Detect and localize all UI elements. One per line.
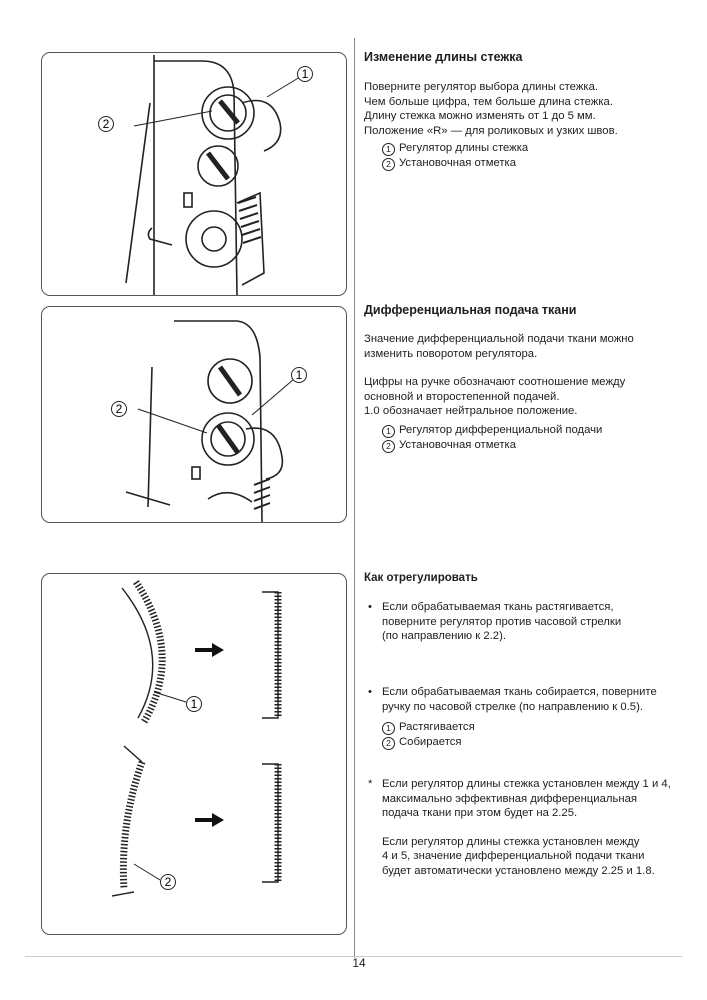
legend-text: Собирается xyxy=(399,736,462,748)
legend-text: Установочная отметка xyxy=(399,439,517,451)
legend-text: Установочная отметка xyxy=(399,157,517,169)
adjust-note xyxy=(368,777,671,878)
legend-item xyxy=(382,735,475,750)
legend-item xyxy=(382,141,528,156)
stitch-length-line: Положение «R» — для роликовых и узких швов. xyxy=(364,124,618,137)
note-line: подача ткани при этом будет на 2.25. xyxy=(382,807,578,819)
legend-text: Регулятор длины стежка xyxy=(399,142,529,154)
adjust-bullet-gather xyxy=(368,685,657,714)
note-line: будет автоматически установлено между 2.25 и 1.8. xyxy=(382,864,655,877)
differential-para1 xyxy=(364,332,634,361)
legend-item xyxy=(382,156,528,171)
figure-stitch-length xyxy=(41,52,347,296)
fig1-callout-2: 2 xyxy=(102,117,110,131)
stitch-length-legend xyxy=(382,141,528,171)
note-line: Если регулятор длины стежка установлен между xyxy=(382,835,640,848)
differential-feed-illustration xyxy=(42,307,346,522)
bullet-line: (по направлению к 2.2). xyxy=(382,630,506,642)
stitch-length-heading: Изменение длины стежка xyxy=(364,50,523,64)
stitch-length-illustration xyxy=(42,53,346,295)
adjust-bullet-stretch xyxy=(368,600,621,644)
differential-line: Значение дифференциальной подачи ткани можно xyxy=(364,333,634,345)
bullet-mark: • xyxy=(368,601,372,613)
differential-heading: Дифференциальная подача ткани xyxy=(364,303,577,317)
legend-item xyxy=(382,438,602,453)
bullet-line: ручку по часовой стрелке (по направлению к 0.5). xyxy=(382,700,643,713)
note-line: максимально эффективная дифференциальная xyxy=(382,792,637,805)
note-line: Если регулятор длины стежка установлен между 1 и 4, xyxy=(382,778,671,790)
legend-text: Растягивается xyxy=(399,721,475,733)
figure-seam-adjustment xyxy=(41,573,347,935)
legend-number: 2 xyxy=(382,158,395,171)
differential-line: основной и второстепенной подачей. xyxy=(364,390,560,403)
stitch-length-line: Поверните регулятор выбора длины стежка. xyxy=(364,81,598,93)
figure-differential-feed xyxy=(41,306,347,523)
note-line: 4 и 5, значение дифференциальной подачи ткани xyxy=(382,850,645,862)
differential-line: Цифры на ручке обозначают соотношение между xyxy=(364,376,626,388)
stitch-length-line: Длину стежка можно изменять от 1 до 5 мм. xyxy=(364,110,596,122)
column-divider xyxy=(354,38,355,958)
fig3-callout-1: 1 xyxy=(190,697,198,711)
stitch-length-line: Чем больше цифра, тем больше длина стежка. xyxy=(364,95,613,108)
legend-item xyxy=(382,423,602,438)
stitch-length-body xyxy=(364,80,618,138)
legend-number: 1 xyxy=(382,143,395,156)
bullet-line: поверните регулятор против часовой стрелки xyxy=(382,615,622,628)
fig2-callout-2: 2 xyxy=(115,402,123,416)
fig2-callout-1: 1 xyxy=(295,368,303,382)
differential-legend xyxy=(382,423,602,453)
differential-line: 1.0 обозначает нейтральное положение. xyxy=(364,405,578,417)
bullet-line: Если обрабатываемая ткань собирается, поверните xyxy=(382,686,657,698)
legend-number: 1 xyxy=(382,722,395,735)
differential-line: изменить поворотом регулятора. xyxy=(364,347,538,360)
differential-para2 xyxy=(364,375,625,419)
bullet-line: Если обрабатываемая ткань растягивается, xyxy=(382,601,614,613)
page-number: 14 xyxy=(352,956,366,970)
adjust-heading: Как отрегулировать xyxy=(364,572,478,584)
legend-item xyxy=(382,720,475,735)
fig1-callout-1: 1 xyxy=(301,67,309,81)
adjust-legend xyxy=(382,720,475,750)
note-mark: * xyxy=(368,778,373,790)
seam-adjustment-illustration xyxy=(42,574,346,934)
legend-text: Регулятор дифференциальной подачи xyxy=(399,424,603,436)
legend-number: 2 xyxy=(382,737,395,750)
fig3-callout-2: 2 xyxy=(164,875,172,889)
legend-number: 2 xyxy=(382,440,395,453)
legend-number: 1 xyxy=(382,425,395,438)
bullet-mark: • xyxy=(368,686,372,698)
